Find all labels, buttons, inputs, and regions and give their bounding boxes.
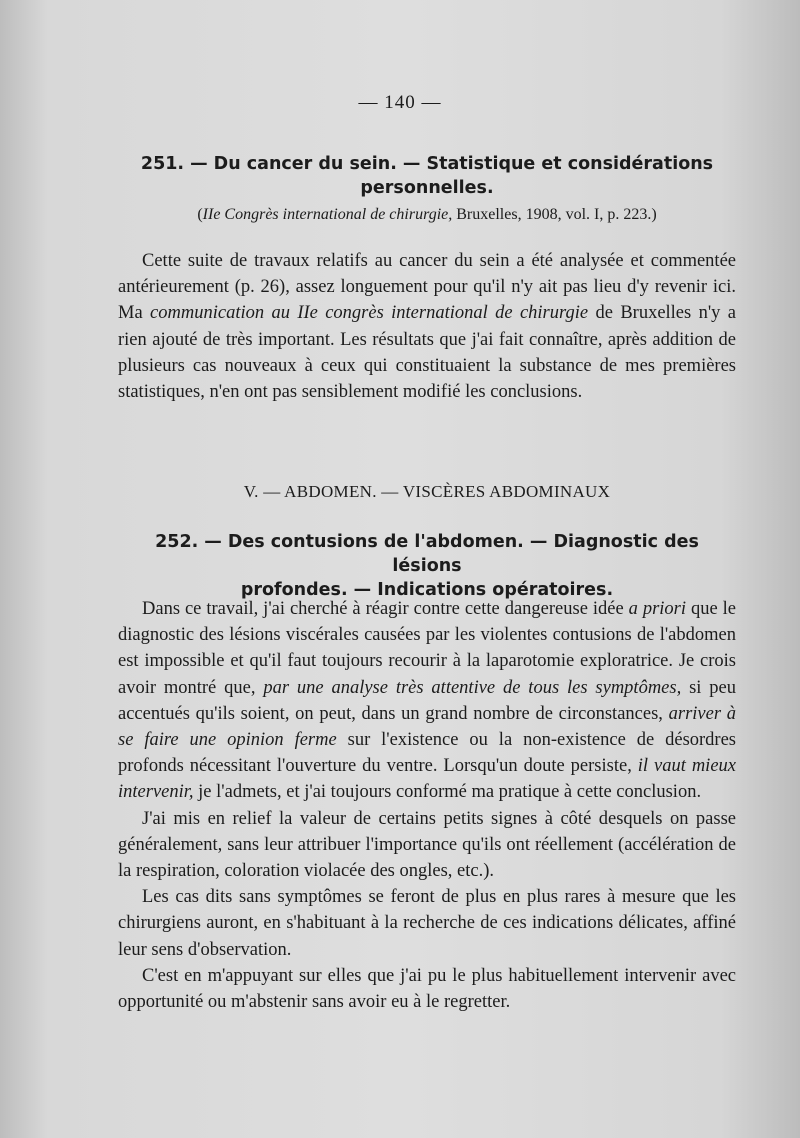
section-251-title-text: — Du cancer du sein. — Statistique et considérations <box>190 154 714 174</box>
section-251-title-line2: personnelles. <box>360 178 494 198</box>
section-251-title-line1 <box>118 152 736 176</box>
reference-congress: IIe Congrès international de chirurgie, <box>202 206 453 223</box>
section-252-paragraph-2: J'ai mis en relief la valeur de certains petits signes à côté desquels on passe généralement, sans leur attribuer l'importance qu'ils ont réellement (accélération de la respiration, coloration violacée des ongles, etc.). <box>118 808 736 882</box>
section-252-paragraph-4: C'est en m'appuyant sur elles que j'ai pu le plus habituellement intervenir avec opportunité ou m'abstenir sans avoir eu à le regretter. <box>118 965 736 1013</box>
section-251-paragraph: Cette suite de travaux relatifs au cancer du sein a été analysée et commentée antérieurement (p. 26), assez longuement pour qu'il n'y ait pas lieu d'y revenir ici. Ma communication au IIe congrès international de chirurgie de Bruxelles n'y a rien ajouté de très important. Les résultats que j'ai fait connaître, après addition de plusieurs cas nouveaux à ceux qui constituaient la substance de mes premières statistiques, n'en ont pas sensiblement modifié les conclusions. <box>118 251 736 403</box>
reference-details: Bruxelles, 1908, vol. I, p. 223.) <box>452 206 657 223</box>
section-251-number: 251. <box>140 154 185 174</box>
section-252-title <box>118 530 736 602</box>
section-252-body <box>118 596 736 1015</box>
section-251-title <box>118 152 736 200</box>
section-252-title-text: — Des contusions de l'abdomen. — Diagnostic des lésions <box>204 532 699 576</box>
section-252-number: 252. <box>155 532 199 552</box>
section-252-paragraph-3: Les cas dits sans symptômes se feront de plus en plus rares à mesure que les chirurgiens auront, en s'habituant à la recherche de ces indications délicates, affiné leur sens d'observation. <box>118 887 736 960</box>
section-251-reference: (IIe Congrès international de chirurgie, Bruxelles, 1908, vol. I, p. 223.) <box>197 206 657 223</box>
section-252-title-line2: profondes. — Indications opératoires. <box>240 580 614 600</box>
page-number: — 140 — <box>358 92 442 113</box>
part-heading: V. — ABDOMEN. — VISCÈRES ABDOMINAUX <box>243 482 611 501</box>
section-252-title-line1 <box>118 530 736 578</box>
section-252-paragraph-1: Dans ce travail, j'ai cherché à réagir contre cette dangereuse idée a priori que le diagnostic des lésions viscérales causées par les violentes contusions de l'abdomen est impossible et qu'il faut toujours recourir à la laparotomie exploratrice. Je crois avoir montré que, par une analyse très attentive de tous les symptômes, si peu accentués qu'ils soient, on peut, dans un grand nombre de circonstances, arriver à se faire une opinion ferme sur l'existence ou la non-existence de désordres profonds nécessitant l'ouverture du ventre. Lorsqu'un doute persiste, il vaut mieux intervenir, je l'admets, et j'ai toujours conformé ma pratique à cette conclusion. <box>118 599 736 803</box>
section-251-body <box>118 248 736 405</box>
